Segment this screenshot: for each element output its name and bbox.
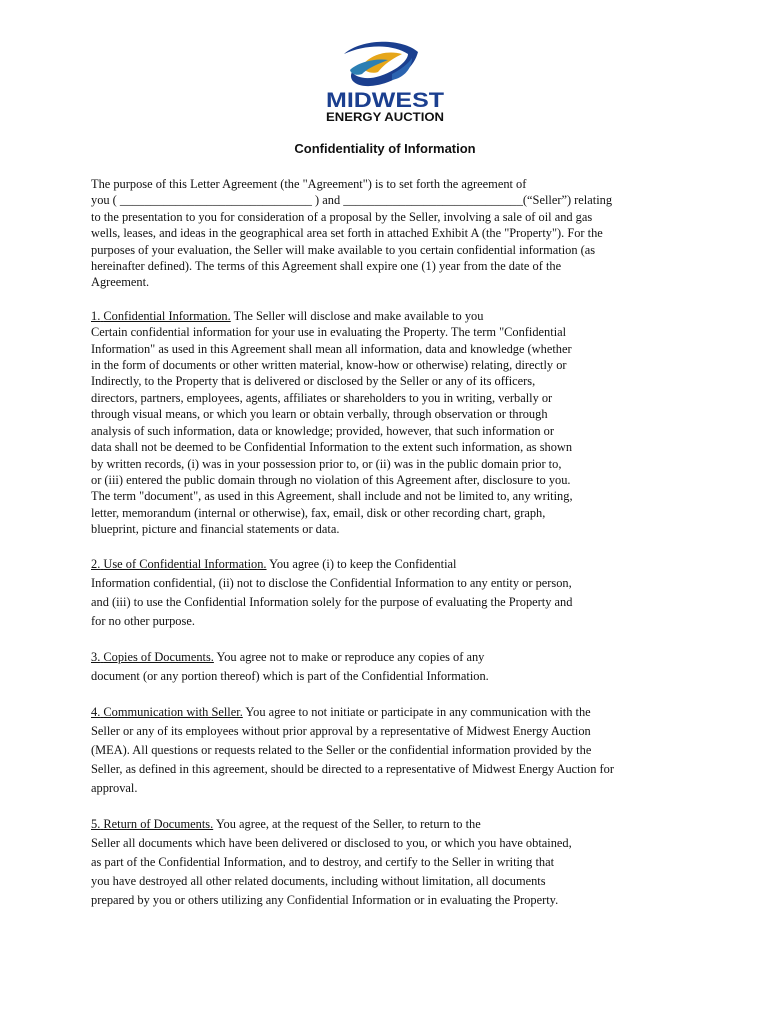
section-heading bbox=[91, 817, 213, 831]
section-first-text: You agree to not initiate or participate in any communication with the bbox=[242, 704, 591, 719]
section-first-line bbox=[91, 815, 691, 834]
section-heading bbox=[91, 557, 267, 571]
section-number: 2. bbox=[91, 556, 101, 571]
text-line: by written records, (i) was in your possession prior to, or (ii) was in the public domain prior to, bbox=[91, 456, 562, 471]
text-line: Information confidential, (ii) not to disclose the Confidential Information to any entity or person, bbox=[91, 575, 572, 590]
section-first-line bbox=[91, 308, 691, 324]
text-line: wells, leases, and ideas in the geographical area set forth in attached Exhibit A (the "Property"). For the bbox=[91, 226, 603, 241]
logo-line1: MIDWEST bbox=[326, 89, 445, 112]
section-heading bbox=[91, 650, 214, 664]
section-heading-text: Copies of Documents. bbox=[103, 649, 214, 664]
text-line: for no other purpose. bbox=[91, 613, 195, 628]
text-line: directors, partners, employees, agents, affiliates or shareholders to you in writing, verbally or bbox=[91, 390, 553, 405]
text-line: Certain confidential information for your use in evaluating the Property. The term "Confidential bbox=[91, 325, 567, 340]
text-line: Seller or any of its employees without prior approval by a representative of Midwest Energy Auction bbox=[91, 723, 591, 738]
section-first-text: You agree not to make or reproduce any copies of any bbox=[213, 649, 485, 664]
section-return-of-documents bbox=[91, 815, 691, 910]
text-line: (MEA). All questions or requests related to the Seller or the confidential information provided by the bbox=[91, 742, 592, 757]
section-heading-text: Use of Confidential Information. bbox=[103, 556, 267, 571]
text-line: The term "document", as used in this Agreement, shall include and not be limited to, any writing, bbox=[91, 489, 573, 504]
text-line: to the presentation to you for consideration of a proposal by the Seller, involving a sale of oil and gas bbox=[91, 209, 593, 224]
text-line: prepared by you or others utilizing any Confidential Information or in evaluating the Property. bbox=[91, 892, 559, 907]
section-use-of-confidential-information bbox=[91, 555, 691, 631]
logo-graphic bbox=[322, 40, 448, 126]
section-first-text: You agree, at the request of the Seller, to return to the bbox=[213, 816, 481, 831]
intro-paragraph bbox=[91, 176, 691, 291]
text-line: you have destroyed all other related documents, including without limitation, all documents bbox=[91, 873, 546, 888]
page-title: Confidentiality of Information bbox=[294, 141, 476, 156]
text-line: hereinafter defined). The terms of this Agreement shall expire one (1) year from the date of the bbox=[91, 259, 562, 274]
section-first-text: The Seller will disclose and make available to you bbox=[230, 308, 484, 323]
section-copies-of-documents bbox=[91, 648, 691, 686]
section-first-line bbox=[91, 648, 691, 667]
section-heading bbox=[91, 309, 231, 323]
text-line: data shall not be deemed to be Confidential Information to the extent such information, as shown bbox=[91, 440, 573, 455]
section-number: 1. bbox=[91, 308, 101, 323]
text-line: or (iii) entered the public domain through no violation of this Agreement after, disclosure to you. bbox=[91, 472, 571, 487]
text-line: The purpose of this Letter Agreement (the "Agreement") is to set forth the agreement of bbox=[91, 177, 527, 191]
text-line: Seller, as defined in this agreement, should be directed to a representative of Midwest Energy Auction for bbox=[91, 761, 614, 776]
text-line: you ( _______________________________ ) and _____________________________(“Seller”) relating bbox=[91, 193, 613, 208]
section-number: 4. bbox=[91, 704, 101, 719]
text-line: Agreement. bbox=[91, 275, 150, 290]
section-first-line bbox=[91, 555, 691, 574]
text-line: document (or any portion thereof) which is part of the Confidential Information. bbox=[91, 668, 489, 683]
section-confidential-information bbox=[91, 308, 691, 538]
text-line: purposes of your evaluation, the Seller will make available to you certain confidential information (as bbox=[91, 242, 596, 257]
text-line: analysis of such information, data or knowledge; provided, however, that such information or bbox=[91, 423, 555, 438]
midwest-energy-auction-logo bbox=[322, 40, 448, 126]
text-line: Indirectly, to the Property that is delivered or disclosed by the Seller or any of its officers, bbox=[91, 374, 536, 389]
section-heading-text: Confidential Information. bbox=[103, 308, 231, 323]
text-line: blueprint, picture and financial statements or data. bbox=[91, 522, 340, 537]
section-number: 3. bbox=[91, 649, 101, 664]
text-line: approval. bbox=[91, 780, 138, 795]
section-heading-text: Communication with Seller. bbox=[103, 704, 243, 719]
text-line: through visual means, or which you learn or obtain verbally, through observation or through bbox=[91, 407, 548, 422]
section-number: 5. bbox=[91, 816, 101, 831]
text-line: in the form of documents or other written material, know-how or otherwise) relating, directly or bbox=[91, 358, 567, 373]
section-heading-text: Return of Documents. bbox=[103, 816, 214, 831]
text-line: Information" as used in this Agreement shall mean all information, data and knowledge (whether bbox=[91, 341, 572, 356]
text-line: letter, memorandum (internal or otherwise), fax, email, disk or other recording chart, graph, bbox=[91, 505, 546, 520]
section-first-line bbox=[91, 703, 691, 722]
logo-line2: ENERGY AUCTION bbox=[326, 110, 444, 124]
text-line: as part of the Confidential Information, and to destroy, and certify to the Seller in writing that bbox=[91, 854, 555, 869]
section-heading bbox=[91, 705, 243, 719]
text-line: Seller all documents which have been delivered or disclosed to you, or which you have obtained, bbox=[91, 835, 572, 850]
section-communication-with-seller bbox=[91, 703, 691, 798]
agreement-body bbox=[91, 176, 691, 927]
text-line: and (iii) to use the Confidential Information solely for the purpose of evaluating the Property and bbox=[91, 594, 573, 609]
section-first-text: You agree (i) to keep the Confidential bbox=[266, 556, 457, 571]
